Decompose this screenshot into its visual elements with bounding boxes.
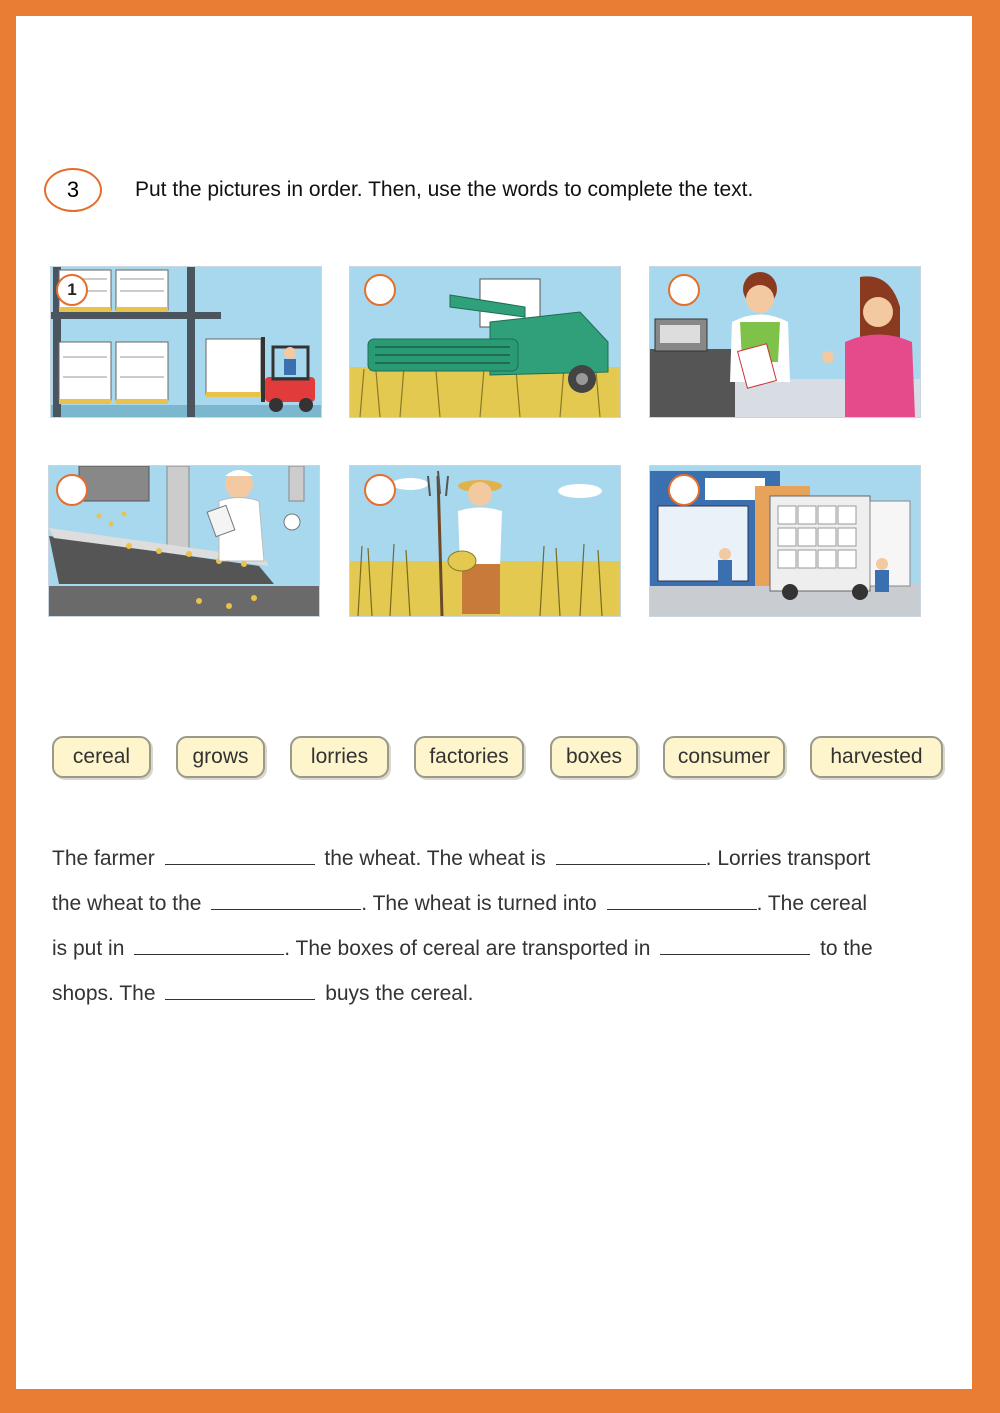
blank-1[interactable] [165, 842, 315, 865]
blank-7[interactable] [165, 977, 315, 1000]
blank-6[interactable] [660, 932, 810, 955]
task-number-badge [44, 168, 102, 212]
cereal-factory-illustration [49, 466, 319, 616]
order-circle-4[interactable] [56, 474, 88, 506]
word-chip-boxes[interactable]: boxes [550, 736, 638, 778]
blank-4[interactable] [607, 887, 757, 910]
order-number: 1 [67, 280, 77, 299]
text-line-4 [52, 977, 952, 1022]
word-chip-factories[interactable]: factories [414, 736, 524, 778]
text-fragment: . The cereal [756, 892, 868, 915]
text-fragment: is put in [52, 937, 125, 960]
picture-cereal-factory[interactable] [48, 465, 320, 617]
text-line-3 [52, 932, 952, 977]
word-chip-cereal[interactable]: cereal [52, 736, 151, 778]
blank-2[interactable] [556, 842, 706, 865]
gap-fill-text [52, 842, 952, 1022]
task-number: 3 [66, 177, 80, 202]
text-fragment: The farmer [52, 847, 155, 870]
text-fragment: shops. The [52, 982, 156, 1005]
text-fragment: the wheat. The wheat is [324, 847, 546, 870]
task-instruction: Put the pictures in order. Then, use the words to complete the text. [135, 178, 754, 201]
text-fragment: the wheat to the [52, 892, 202, 915]
word-chip-grows[interactable]: grows [176, 736, 265, 778]
text-line-1 [52, 842, 952, 887]
order-circle-2[interactable] [364, 274, 396, 306]
warehouse-forklift-illustration [51, 267, 321, 417]
text-line-2 [52, 887, 952, 932]
text-fragment: . The wheat is turned into [361, 892, 597, 915]
order-circle-3[interactable] [668, 274, 700, 306]
text-fragment: . Lorries transport [705, 847, 871, 870]
text-fragment: to the [820, 937, 873, 960]
text-fragment: . The boxes of cereal are transported in [284, 937, 651, 960]
blank-3[interactable] [211, 887, 361, 910]
word-chip-lorries[interactable]: lorries [290, 736, 389, 778]
text-fragment: buys the cereal. [325, 982, 474, 1005]
word-chip-harvested[interactable]: harvested [810, 736, 943, 778]
order-circle-5[interactable] [364, 474, 396, 506]
order-circle-1[interactable] [56, 274, 88, 306]
word-chip-consumer[interactable]: consumer [663, 736, 785, 778]
blank-5[interactable] [134, 932, 284, 955]
picture-warehouse-forklift[interactable] [50, 266, 322, 418]
order-circle-6[interactable] [668, 474, 700, 506]
